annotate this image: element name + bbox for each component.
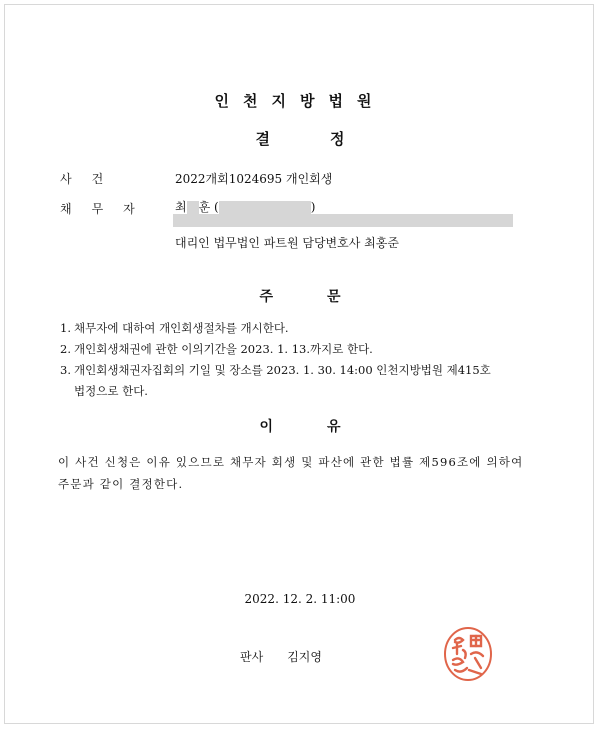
official-seal-icon (441, 624, 495, 684)
debtor-paren-close: ) (310, 200, 316, 214)
debtor-name-suffix: 훈 ( (198, 200, 219, 214)
redaction-mask (219, 201, 311, 214)
order-item: 3. 개인회생채권자집회의 기일 및 장소를 2023. 1. 30. 14:00 인천지방법원 제415호 법정으로 한다. (60, 363, 491, 398)
debtor-name (175, 198, 315, 215)
court-name: 인천지방법원 (214, 92, 386, 110)
case-number: 2022개회1024695 개인회생 (175, 172, 333, 186)
document-type: 결정 (255, 130, 405, 148)
order-item: 2. 개인회생채권에 관한 이의기간을 2023. 1. 13.까지로 한다. (60, 342, 373, 356)
order-heading: 주문 (259, 289, 395, 305)
debtor-label: 채무자 (60, 202, 155, 216)
reason-line: 주문과 같이 결정한다. (58, 477, 184, 491)
decision-date: 2022. 12. 2. 11:00 (244, 592, 356, 606)
case-label: 사건 (60, 172, 124, 186)
debtor-representative: 대리인 법무법인 파트원 담당변호사 최홍준 (175, 236, 399, 250)
reason-heading: 이유 (259, 419, 395, 435)
debtor-name-prefix: 최 (175, 200, 187, 214)
order-item: 1. 채무자에 대하여 개인회생절차를 개시한다. (60, 321, 289, 335)
judge-name: 김지영 (287, 650, 322, 664)
reason-line: 이 사건 신청은 이유 있으므로 채무자 회생 및 파산에 관한 법률 제596조에 의하여 (58, 455, 524, 469)
judge-signature-line (240, 648, 346, 665)
judge-title: 판사 (240, 650, 264, 664)
redaction-mask-address (173, 214, 513, 227)
redaction-mask (187, 201, 199, 215)
